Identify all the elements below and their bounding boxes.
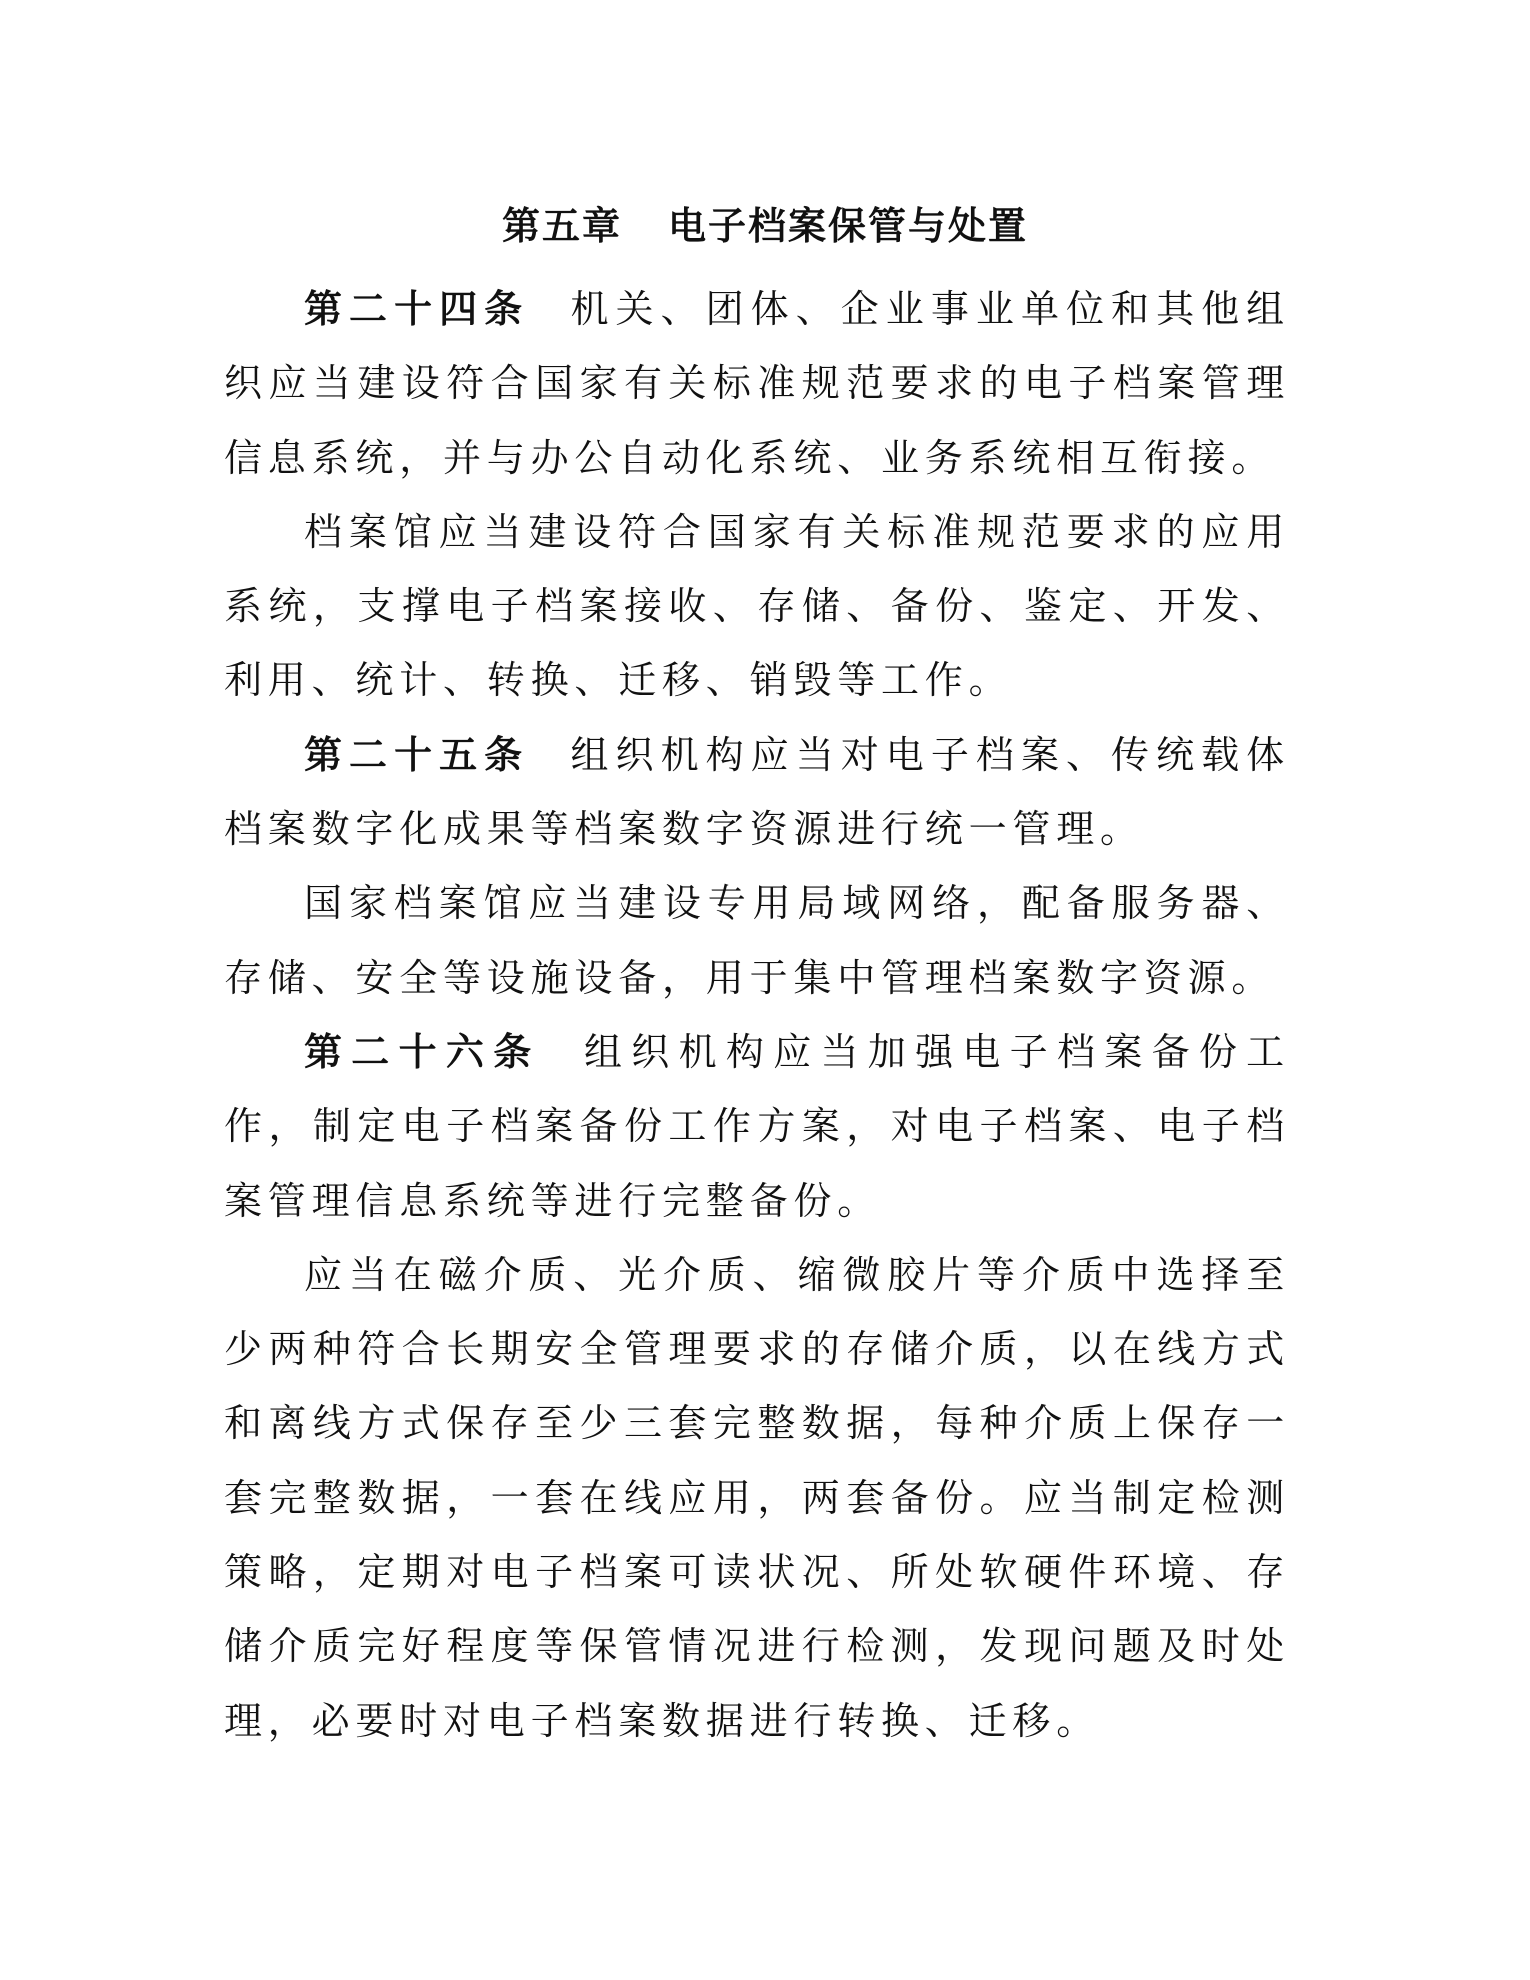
- article-number: 第二十五条: [304, 732, 530, 777]
- paragraph-text: 国家档案馆应当建设专用局域网络，配备服务器、存储、安全等设施设备，用于集中管理档案数字资源。: [224, 881, 1290, 1000]
- article-25-paragraph: [224, 718, 1290, 867]
- chapter-name: 电子档案保管与处置: [668, 204, 1029, 248]
- paragraph-text: 组织机构应当加强电子档案备份工作，制定电子档案备份工作方案，对电子档案、电子档案管理信息系统等进行完整备份。: [224, 1029, 1290, 1223]
- article-number: 第二十四条: [304, 287, 530, 331]
- article-24-paragraph: [224, 272, 1290, 495]
- paragraph-text: 机关、团体、企业事业单位和其他组织应当建设符合国家有关标准规范要求的电子档案管理信息系统，并与办公自动化系统、业务系统相互衔接。: [224, 287, 1290, 480]
- article-26-paragraph: [224, 1015, 1290, 1238]
- article-number: 第二十六条: [304, 1029, 541, 1074]
- paragraph-text: 组织机构应当对电子档案、传统载体档案数字化成果等档案数字资源进行统一管理。: [224, 732, 1290, 852]
- paragraph-text: 应当在磁介质、光介质、缩微胶片等介质中选择至少两种符合长期安全管理要求的存储介质，以在线方式和离线方式保存至少三套完整数据，每种介质上保存一套完整数据，一套在线应用，两套备份。应当制定检测策略，定期对电子档案可读状况、所处软硬件环境、存储介质完好程度等保管情况进行检测，发现问题及时处理，必要时对电子档案数据进行转换、迁移。: [224, 1252, 1290, 1743]
- article-26-paragraph-2: [224, 1238, 1290, 1758]
- document-body: [224, 272, 1290, 1758]
- article-24-paragraph-2: [224, 495, 1290, 718]
- paragraph-text: 档案馆应当建设符合国家有关标准规范要求的应用系统，支撑电子档案接收、存储、备份、鉴定、开发、利用、统计、转换、迁移、销毁等工作。: [224, 509, 1290, 703]
- chapter-number: 第五章: [501, 204, 622, 248]
- chapter-title: [0, 196, 1530, 256]
- article-25-paragraph-2: [224, 866, 1290, 1015]
